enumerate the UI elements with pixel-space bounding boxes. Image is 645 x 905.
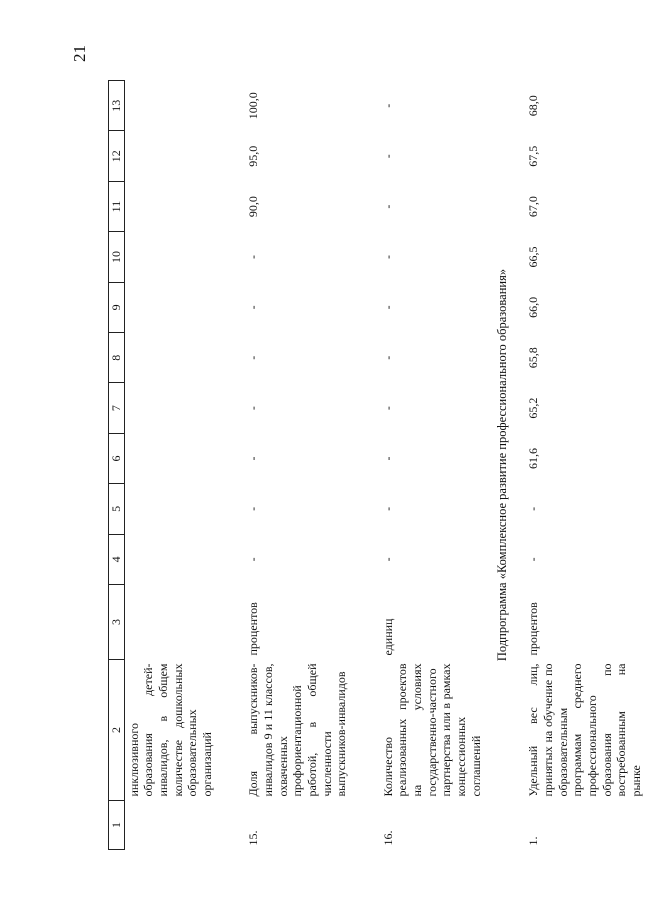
value-cell: - — [246, 355, 261, 360]
column-header: 8 — [109, 333, 125, 383]
column-header: 7 — [109, 383, 125, 433]
value-cell: - — [246, 456, 261, 461]
indicators-table — [108, 80, 645, 850]
table-row — [124, 81, 216, 850]
value-cell: 66,5 — [526, 246, 541, 268]
column-header: 10 — [109, 232, 125, 282]
rotated-table-area — [108, 80, 643, 850]
indicator-description: Удельный вес лиц, принятых на обучение по образовательным программам среднего профессионального образования по востребованным на рынке — [526, 663, 643, 797]
column-header: 2 — [109, 660, 125, 801]
value-cell: - — [246, 557, 261, 562]
value-cell: - — [246, 406, 261, 411]
value-cell: - — [246, 254, 261, 259]
value-cell: - — [380, 305, 395, 310]
value-cell: - — [526, 557, 541, 562]
indicator-description: Доля выпускников-инвалидов 9 и 11 классов, охваченных профориентационной работой, в общей численности выпускников-инвалидов — [246, 663, 349, 797]
value-cell: 67,0 — [526, 196, 541, 218]
row-number: 15. — [246, 830, 261, 846]
value-cell: 66,0 — [526, 296, 541, 318]
indicator-description: Количество реализованных проектов на условиях государственно-частного партнерства или в рамках концессионных соглашений — [380, 663, 483, 797]
value-cell: 100,0 — [246, 92, 261, 120]
value-cell: - — [380, 204, 395, 209]
subprogram-heading-row — [485, 81, 524, 850]
column-header: 3 — [109, 585, 125, 660]
column-header: 4 — [109, 534, 125, 584]
column-header: 11 — [109, 181, 125, 231]
table-row — [524, 81, 645, 850]
row-number: 1. — [526, 836, 541, 846]
value-cell: - — [380, 103, 395, 108]
value-cell: - — [380, 456, 395, 461]
column-number-row — [109, 81, 125, 850]
column-header: 12 — [109, 131, 125, 181]
column-header: 6 — [109, 433, 125, 483]
value-cell: - — [380, 154, 395, 159]
value-cell: 68,0 — [526, 95, 541, 117]
value-cell: - — [246, 506, 261, 511]
indicator-description: инклюзивного образования детей-инвалидов, в общем количестве дошкольных образовательных организаций — [126, 663, 214, 797]
unit-cell: процентов — [246, 602, 261, 656]
value-cell: 90,0 — [246, 196, 261, 218]
unit-cell: процентов — [526, 602, 541, 656]
value-cell: 65,2 — [526, 397, 541, 419]
value-cell: - — [246, 305, 261, 310]
value-cell: - — [380, 254, 395, 259]
column-header: 9 — [109, 282, 125, 332]
value-cell: 67,5 — [526, 145, 541, 167]
value-cell: - — [380, 406, 395, 411]
page-number: 21 — [70, 45, 89, 62]
value-cell: 61,6 — [526, 448, 541, 470]
value-cell: - — [380, 557, 395, 562]
table-row — [379, 81, 485, 850]
value-cell: - — [526, 506, 541, 511]
value-cell: 95,0 — [246, 145, 261, 167]
subprogram-title: Подпрограмма «Комплексное развитие профессионального образования» — [495, 268, 510, 662]
value-cell: 65,8 — [526, 347, 541, 369]
unit-cell: единиц — [380, 618, 395, 656]
row-number: 16. — [380, 830, 395, 846]
table-row — [244, 81, 350, 850]
column-header: 1 — [109, 801, 125, 850]
column-header: 13 — [109, 81, 125, 131]
column-header: 5 — [109, 484, 125, 534]
value-cell: - — [380, 506, 395, 511]
value-cell: - — [380, 355, 395, 360]
